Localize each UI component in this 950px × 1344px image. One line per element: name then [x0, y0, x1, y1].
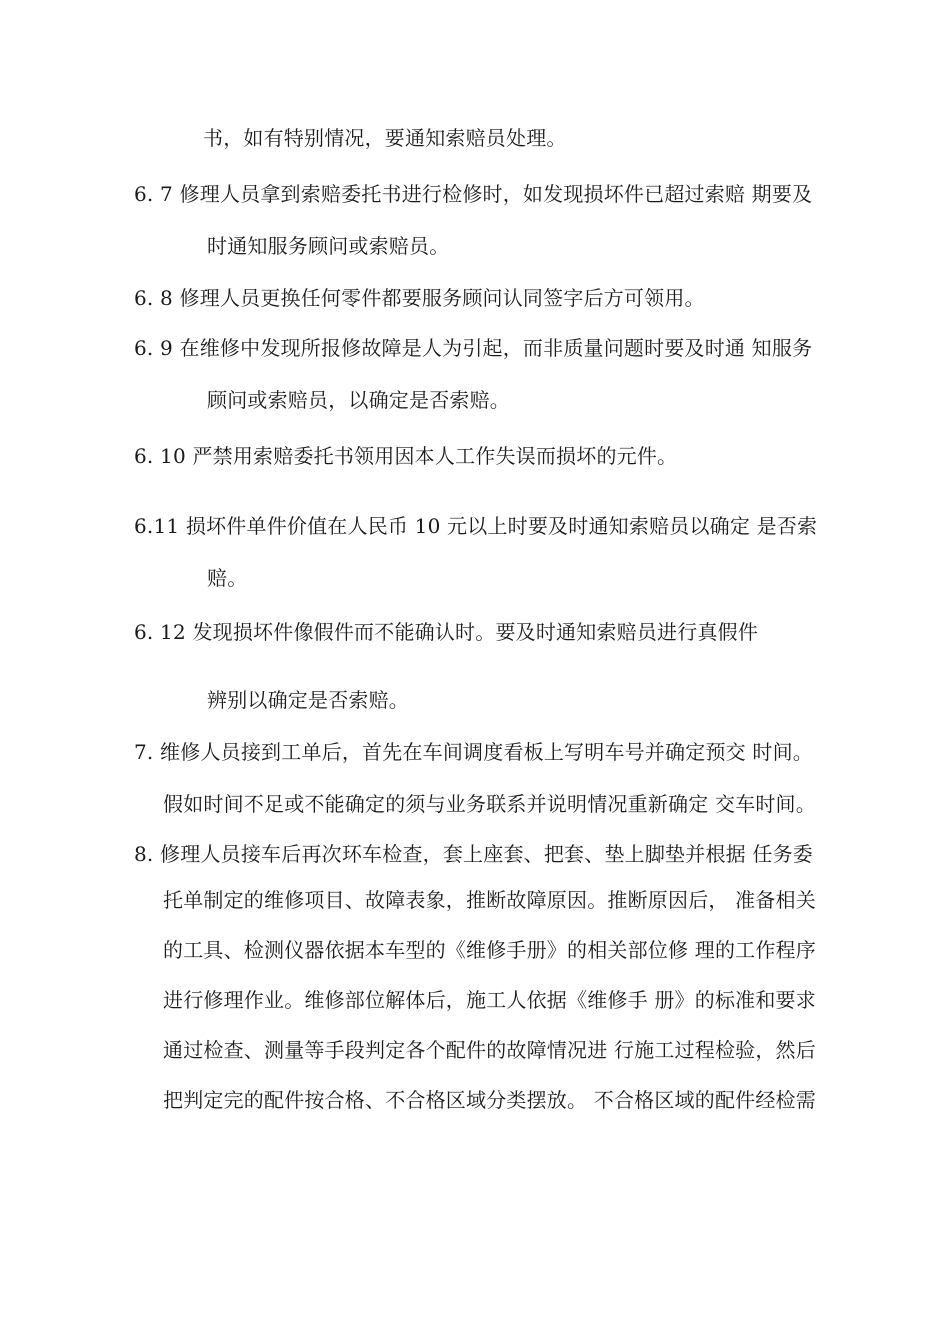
text-line: 7. 维修人员接到工单后，首先在车间调度看板上写明车号并确定预交 时间。: [134, 740, 813, 764]
text-line: 6. 9 在维修中发现所报修故障是人为引起，而非质量问题时要及时通 知服务: [134, 336, 813, 360]
text-line: 赔。: [207, 566, 248, 590]
text-line: 假如时间不足或不能确定的须与业务联系并说明情况重新确定 交车时间。: [163, 792, 816, 816]
text-line: 6. 10 严禁用索赔委托书领用因本人工作失误而损坏的元件。: [134, 444, 678, 468]
text-line: 6. 7 修理人员拿到索赔委托书进行检修时，如发现损坏件已超过索赔 期要及: [134, 182, 813, 206]
text-line: 6. 8 修理人员更换任何零件都要服务顾问认同签字后方可领用。: [134, 286, 705, 310]
text-line: 通过检查、测量等手段判定各个配件的故障情况进 行施工过程检验，然后: [163, 1038, 816, 1062]
text-line: 的工具、检测仪器依据本车型的《维修手册》的相关部位修 理的工作程序: [163, 938, 816, 962]
text-line: 时通知服务顾问或索赔员。: [207, 234, 450, 258]
text-line: 6.11 损坏件单件价值在人民币 10 元以上时要及时通知索赔员以确定 是否索: [134, 514, 818, 538]
text-line: 6. 12 发现损坏件像假件而不能确认时。要及时通知索赔员进行真假件: [134, 620, 759, 644]
text-line: 辨别以确定是否索赔。: [207, 688, 409, 712]
text-line: 8. 修理人员接车后再次环车检查，套上座套、把套、垫上脚垫并根据 任务委: [134, 842, 813, 866]
text-line: 顾问或索赔员，以确定是否索赔。: [207, 388, 510, 412]
text-line: 把判定完的配件按合格、不合格区域分类摆放。 不合格区域的配件经检需: [163, 1088, 816, 1112]
text-line: 进行修理作业。维修部位解体后，施工人依据《维修手 册》的标准和要求: [163, 988, 816, 1012]
text-line: 托单制定的维修项目、故障表象，推断故障原因。推断原因后， 准备相关: [163, 888, 816, 912]
text-line: 书，如有特别情况，要通知索赔员处理。: [203, 126, 567, 150]
